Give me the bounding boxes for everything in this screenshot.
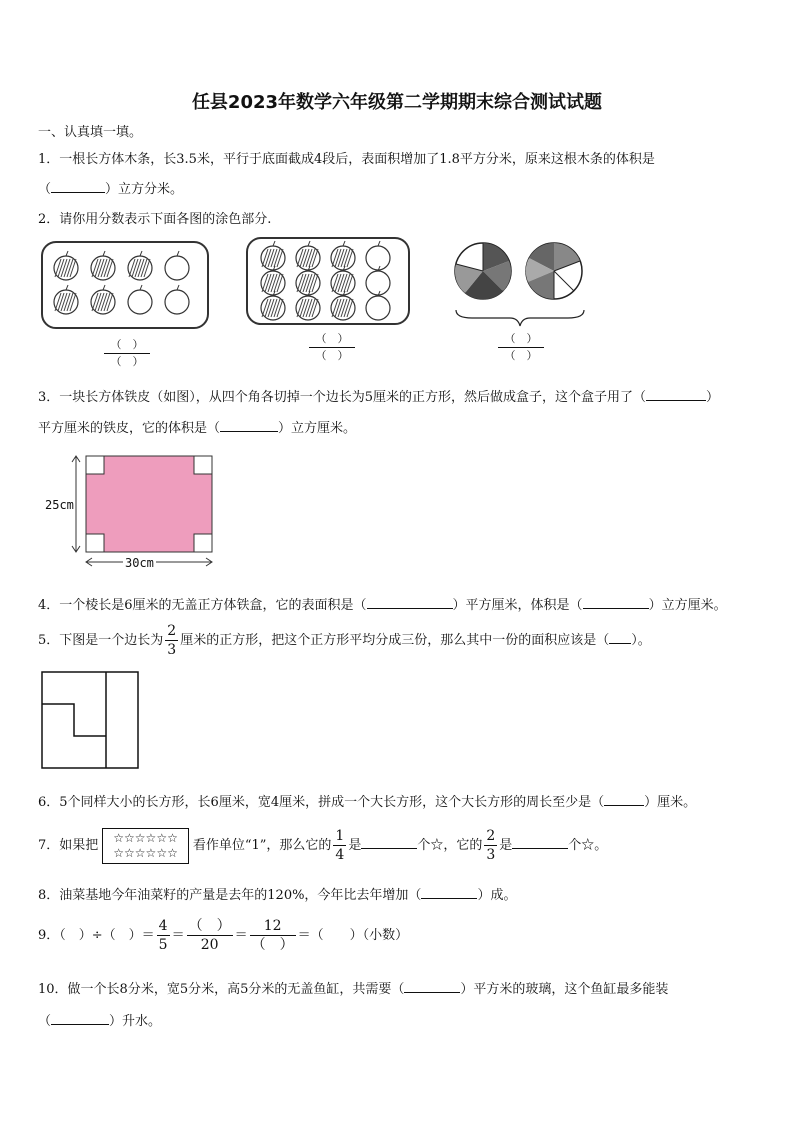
q4-area-blank[interactable] (367, 596, 453, 609)
q8-text-a: 8．油菜基地今年油菜籽的产量是去年的120%，今年比去年增加（ (38, 888, 422, 903)
q9-equals-2: ＝ (234, 928, 248, 943)
q7-text-c: 是 (348, 838, 362, 853)
apple-icon (165, 251, 189, 280)
circle-1 (455, 243, 511, 299)
fruit-icon (366, 266, 390, 295)
q5-text-b: 厘米的正方形，把这个正方形平均分成三份，那么其中一份的面积应该是（ (180, 633, 610, 648)
q1-open-paren: （ (38, 182, 52, 197)
q9-f3-num: 12 (250, 917, 296, 936)
q7-text-d: 个☆，它的 (417, 838, 483, 853)
q7-fraction-1 (333, 827, 346, 864)
fruit-icon (296, 266, 320, 295)
q9-equals-1: ＝ (171, 928, 185, 943)
q2-caption-3-denominator: （ ） (504, 349, 538, 362)
square-division-diagram (40, 670, 142, 772)
q9-f1-num: 4 (158, 918, 168, 934)
q6-answer-blank[interactable] (604, 793, 644, 806)
q2-caption-1-numerator: （ ） (104, 337, 150, 354)
q2-caption-3 (498, 331, 544, 364)
apple-icon (91, 285, 115, 314)
q6-text-a: 6．5个同样大小的长方形，长6厘米，宽4厘米，拼成一个大长方形，这个大长方形的周长至少是（ (38, 795, 605, 810)
q7-fraction-2 (484, 827, 497, 864)
q10-glass-blank[interactable] (404, 980, 460, 993)
q3-close: ） (706, 390, 720, 405)
q2-caption-2-denominator: （ ） (315, 349, 349, 362)
pie-circles (452, 238, 588, 330)
question-3-line-1 (38, 386, 719, 405)
question-9-line (38, 917, 408, 954)
q5-frac-den: 3 (167, 642, 177, 658)
q2-caption-1 (104, 337, 150, 370)
q4-volume-blank[interactable] (583, 596, 649, 609)
q5-text-a: 5．下图是一个边长为 (38, 633, 164, 648)
q7-stars-row-1: ☆☆☆☆☆☆ (113, 830, 178, 845)
q9-fraction-2 (187, 917, 233, 954)
q6-text-b: ）厘米。 (644, 795, 697, 810)
fruit-icon (331, 266, 355, 295)
q7-f2-den: 3 (486, 847, 496, 863)
q2-caption-3-numerator: （ ） (498, 331, 544, 348)
apple-icon (128, 285, 152, 314)
q1-close-text: ）立方分米。 (105, 182, 184, 197)
fruit-icon (296, 291, 320, 320)
q3-volume-blank[interactable] (220, 419, 278, 432)
fruit-icon (261, 266, 285, 295)
q9-text-b: ＝（ ）（小数） (297, 928, 409, 943)
fruit-icon (366, 241, 390, 270)
q7-f1-num: 1 (335, 828, 345, 844)
q10-water-blank[interactable] (51, 1012, 109, 1025)
q7-text-f: 个☆。 (568, 838, 608, 853)
fruit-icon (296, 241, 320, 270)
q5-answer-blank[interactable] (609, 631, 631, 644)
apple-icon (165, 285, 189, 314)
q7-text-a: 7．如果把 (38, 838, 99, 853)
question-4-line (38, 594, 727, 613)
q9-f2-num: （ ） (188, 918, 231, 934)
question-6-line (38, 791, 696, 810)
apple-tray-1 (40, 240, 210, 330)
q8-text-b: ）成。 (477, 888, 517, 903)
q3-text-b: 平方厘米的铁皮，它的体积是（ (38, 421, 221, 436)
q7-blank-2[interactable] (512, 836, 568, 849)
q3-width-label: 30cm (125, 556, 154, 570)
question-8-line (38, 884, 516, 903)
q10-text-b: ）平方米的玻璃，这个鱼缸最多能装 (460, 982, 669, 997)
q8-answer-blank[interactable] (421, 886, 477, 899)
q9-fraction-3 (250, 917, 296, 954)
fruit-icon (261, 291, 285, 320)
question-2-line: 2．请你用分数表示下面各图的涂色部分. (38, 212, 272, 227)
q3-area-blank[interactable] (646, 388, 706, 401)
question-1-line-1: 1．一根长方体木条，长3.5米，平行于底面截成4段后，表面积增加了1.8平方分米，原来这根木条的体积是 (38, 152, 655, 167)
q3-height-label: 25cm (45, 498, 74, 512)
q4-text-c: ）立方厘米。 (648, 598, 727, 613)
q4-text-a: 4．一个棱长是6厘米的无盖正方体铁盒，它的表面积是（ (38, 598, 367, 613)
q9-f1-den: 5 (158, 937, 168, 953)
q2-caption-1-denominator: （ ） (110, 355, 144, 368)
q7-f1-den: 4 (335, 847, 345, 863)
q10-close: ）升水。 (109, 1014, 162, 1029)
fruit-tray-2 (245, 236, 411, 326)
question-10-line-1 (38, 978, 668, 997)
apple-icon (54, 251, 78, 280)
q4-text-b: ）平方厘米，体积是（ (452, 598, 583, 613)
q7-stars-row-2: ☆☆☆☆☆☆ (113, 845, 178, 860)
question-3-line-2 (38, 417, 356, 436)
q7-star-box (102, 828, 189, 864)
apple-icon (91, 251, 115, 280)
q7-f2-num: 2 (486, 828, 496, 844)
q9-text-a: 9．（ ）÷（ ）＝ (38, 928, 155, 943)
fruit-icon (366, 291, 390, 320)
q5-fraction (165, 622, 178, 659)
q2-caption-2 (309, 331, 355, 364)
q9-f2-den: 20 (200, 937, 219, 953)
q7-text-e: 是 (499, 838, 513, 853)
q9-f3-den: （ ） (251, 937, 294, 953)
q3-text-a: 3．一块长方体铁皮（如图），从四个角各切掉一个边长为5厘米的正方形，然后做成盒子，这个盒子用了（ (38, 390, 647, 405)
apple-icon (54, 285, 78, 314)
q5-text-c: ）。 (631, 633, 651, 648)
section-heading: 一、认真填一填。 (38, 125, 143, 140)
page-title: 任县2023年数学六年级第二学期期末综合测试试题 (191, 92, 603, 113)
q7-text-b: 看作单位“1”，那么它的 (192, 838, 332, 853)
question-5-line (38, 622, 651, 659)
q2-caption-2-numerator: （ ） (309, 331, 355, 348)
q5-frac-num: 2 (167, 623, 177, 639)
q10-text-a: 10．做一个长8分米，宽5分米，高5分米的无盖鱼缸，共需要（ (38, 982, 405, 997)
fruit-icon (331, 241, 355, 270)
q1-answer-blank[interactable] (51, 180, 105, 193)
question-1-line-2 (38, 178, 183, 197)
fruit-icon (261, 241, 285, 270)
q7-blank-1[interactable] (361, 836, 417, 849)
apple-icon (128, 251, 152, 280)
circle-2 (526, 243, 582, 299)
q3-text-b-close: ）立方厘米。 (278, 421, 357, 436)
fruit-icon (331, 291, 355, 320)
question-10-line-2 (38, 1010, 161, 1029)
question-7-line (38, 827, 607, 864)
q10-open: （ (38, 1014, 52, 1029)
q9-fraction-1 (157, 917, 170, 954)
